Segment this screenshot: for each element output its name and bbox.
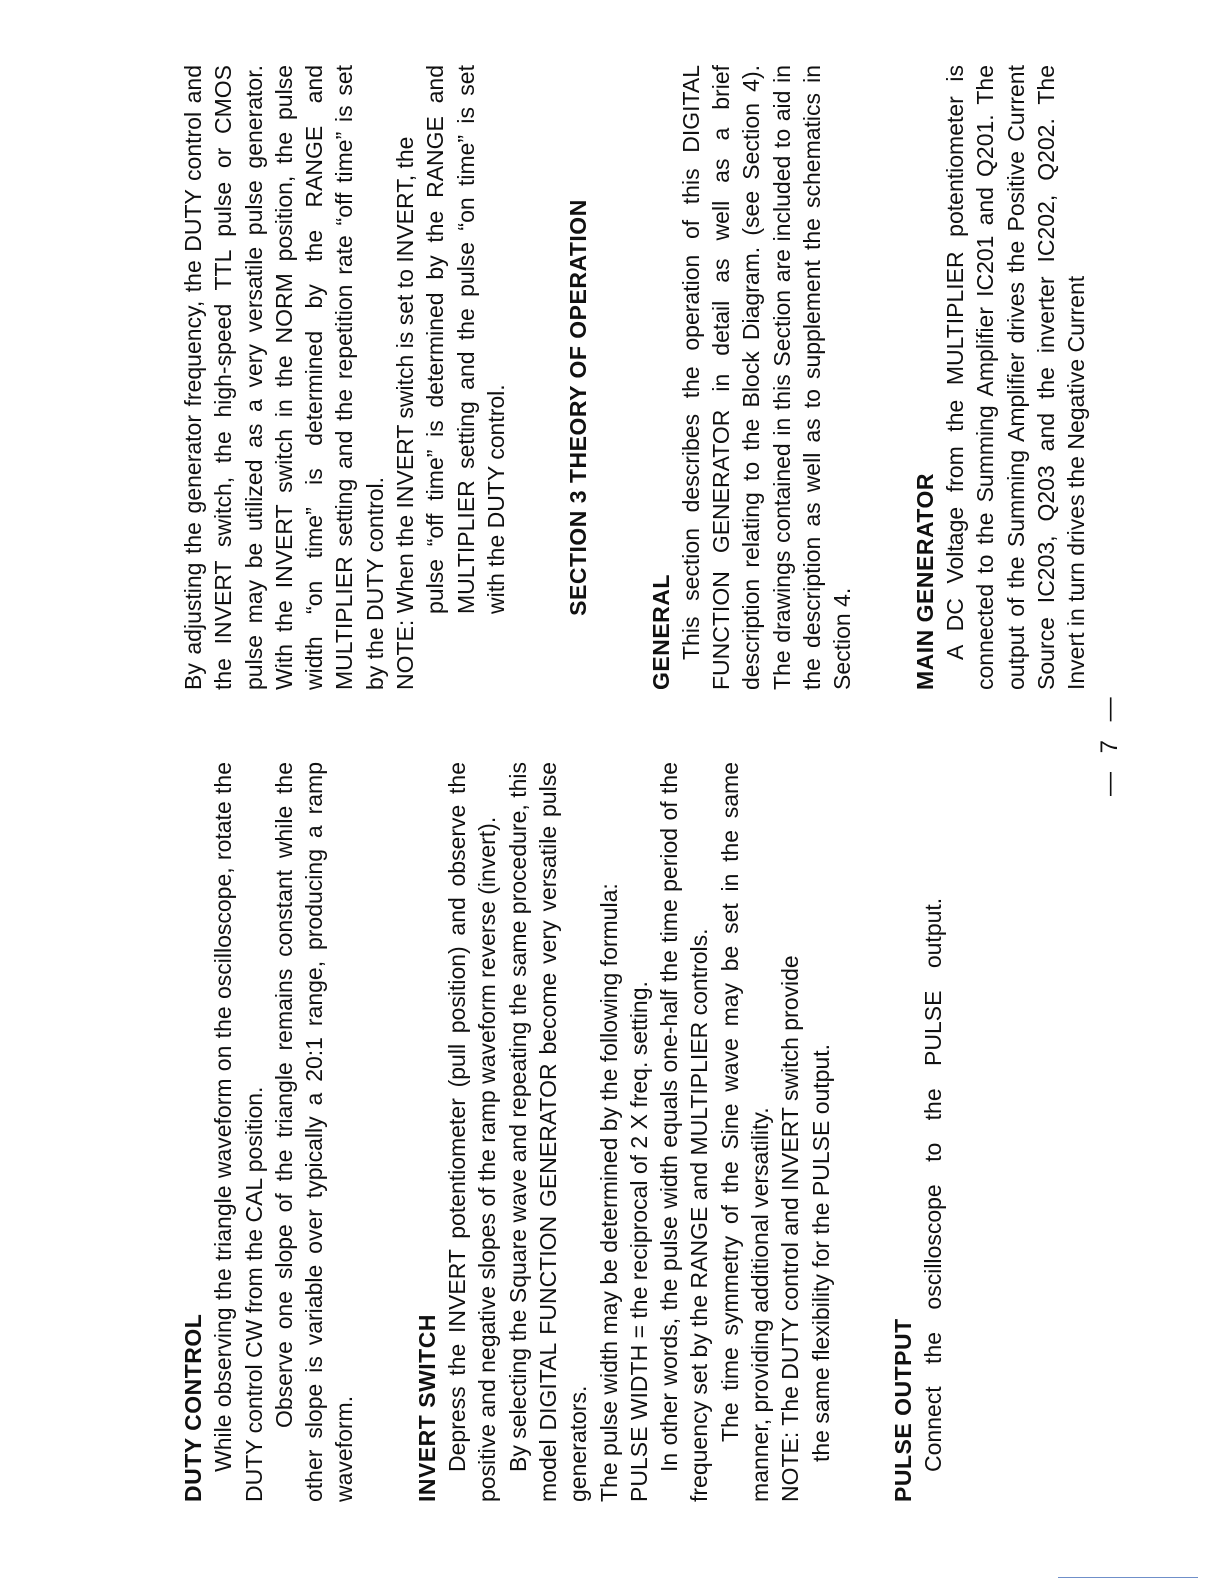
adjust-paragraph: By adjusting the generator frequency, the DUTY control and the INVERT switch, the high-speed TTL pulse or CMOS pulse may be utilized as a very versatile pulse generator. With the INVERT switch in the NORM position, the pulse width “on time” is determined by the RANGE and MULTIPLIER setting and the repetition rate “off time” is set by the DUTY control. — [180, 65, 388, 690]
invert-note-text-2: pulse “off time” is determined by the RANGE and MULTIPLIER setting and the pulse “on time” is set with the DUTY control. — [422, 65, 509, 614]
invert-note-label: NOTE: — [392, 619, 419, 690]
left-column — [178, 762, 949, 1502]
invert-switch-paragraph-4: In other words, the pulse width equals one-half the time period of the frequency set by the RANGE and MULTIPLIER controls. — [656, 762, 713, 1502]
pulse-output-paragraph: Connect the oscilloscope to the PULSE output. — [920, 897, 947, 1472]
main-generator-paragraph: A DC Voltage from the MULTIPLIER potentiometer is connected to the Summing Amplifier IC201 and Q201. The output of the Summing Amplifier drives the Positive Current Source IC203, Q203 and the inverter IC202, Q202. The Invert in turn drives the Negative Current — [941, 65, 1090, 690]
duty-note-text-2: the same flexibility for the PULSE output. — [807, 1043, 834, 1462]
general-heading: GENERAL — [647, 574, 674, 690]
invert-note-text-1: When the INVERT switch is set to INVERT, the — [392, 136, 419, 614]
duty-control-heading: DUTY CONTROL — [180, 1313, 206, 1502]
page-number: — 7 — — [1096, 691, 1123, 796]
pulse-output-heading: PULSE OUTPUT — [889, 1318, 916, 1502]
right-column — [178, 65, 1091, 690]
duty-control-paragraph-1: While observing the triangle waveform on the oscilloscope, rotate the DUTY control CW from the CAL position. — [210, 762, 267, 1502]
invert-switch-paragraph-2: By selecting the Square wave and repeating the same procedure, this model DIGITAL FUNCTION GENERATOR become very versatile pulse generators. — [504, 762, 592, 1502]
duty-control-paragraph-2: Observe one slope of the triangle remains constant while the other slope is variable over typically a 20:1 range, producing a ramp waveform. — [270, 762, 358, 1502]
duty-note — [775, 762, 805, 1502]
general-paragraph: This section describes the operation of this DIGITAL FUNCTION GENERATOR in detail as well as a brief description relating to the Block Diagram. (see Section 4). The drawings contained in this Section are included to aid in the description as well as to supplement the schematics in Section 4. — [677, 65, 856, 690]
pulse-width-formula: PULSE WIDTH = the reciprocal of 2 X freq. setting. — [625, 981, 652, 1502]
invert-switch-heading: INVERT SWITCH — [413, 1314, 440, 1502]
main-generator-heading: MAIN GENERATOR — [911, 473, 938, 690]
invert-switch-paragraph-5: The time symmetry of the Sine wave may be set in the same manner, providing additional versatility. — [716, 762, 774, 1502]
section-heading: SECTION 3 THEORY OF OPERATION — [565, 199, 592, 616]
duty-note-label: NOTE: — [777, 1431, 804, 1502]
duty-note-text-1: The DUTY control and INVERT switch provide — [777, 955, 804, 1426]
invert-note — [390, 65, 420, 690]
invert-switch-paragraph-1: Depress the INVERT potentiometer (pull position) and observe the positive and negative slopes of the ramp waveform reverse (invert). — [444, 762, 501, 1502]
margin-line — [1058, 1577, 1198, 1578]
invert-switch-paragraph-3: The pulse width may be determined by the following formula: — [595, 883, 622, 1502]
